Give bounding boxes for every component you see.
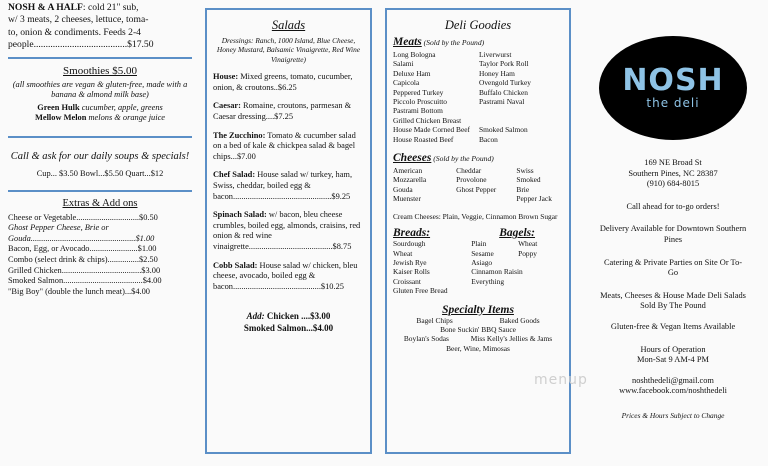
bagel-item: Poppy: [518, 248, 537, 258]
salad-item: [213, 170, 364, 202]
smoothie-name: Green Hulk: [37, 102, 80, 112]
divider: [8, 136, 192, 138]
breads-block: [393, 227, 471, 295]
bread-item: Jewish Rye: [393, 257, 427, 267]
nosh-half-line: : cold 21" sub,: [82, 2, 139, 13]
meat-item: Honey Ham: [479, 68, 515, 78]
nosh-logo: [599, 36, 747, 140]
smoothie-item: [8, 103, 192, 114]
delivery: Delivery Available for Downtown Southern Pines: [599, 224, 747, 244]
call-ahead: Call ahead for to-go orders!: [626, 201, 720, 211]
nosh-half-price: people.......................................$17.50: [8, 39, 154, 51]
salad-desc: w/ bacon, bleu cheese crumbles, boiled egg, almonds, craisins, red onion & red wine vinaigrette........................................$8.75: [213, 210, 361, 251]
soups-block: [8, 150, 192, 180]
add-label: Add:: [246, 311, 265, 322]
cheese-item: Cheddar: [456, 166, 482, 176]
cheese-item: Smoked: [516, 175, 541, 185]
specialty-list: [393, 316, 563, 354]
specialty-item: Boylan's Sodas: [403, 334, 449, 344]
specialty-item: Miss Kelly's Jellies & Jams: [470, 334, 553, 344]
cheeses-list: [393, 166, 563, 204]
facebook-link[interactable]: www.facebook.com/noshthedeli: [619, 386, 727, 396]
meat-item: Pastrami Naval: [479, 97, 525, 107]
cheese-item: Gouda: [393, 184, 413, 194]
cheese-item: American: [393, 166, 423, 176]
extras-item: Grilled Chicken......................................$3.00: [8, 265, 161, 275]
breads-title: Breads:: [393, 227, 431, 240]
salad-desc: Romaine, croutons, parmesan & Caesar dressing....$7.25: [213, 101, 352, 121]
salad-name: Caesar:: [213, 101, 241, 111]
address-line: Southern Pines, NC 28387: [628, 168, 718, 178]
meat-item: Grilled Chicken Breast: [393, 115, 462, 125]
phone: (910) 684-8015: [646, 179, 700, 189]
salad-name: House:: [213, 72, 239, 82]
add-salmon: Smoked Salmon...$4.00: [243, 323, 334, 334]
smoothie-desc: melons & orange juice: [86, 113, 166, 123]
salad-addons: [213, 310, 364, 334]
meat-item: House Roasted Beef: [393, 134, 454, 144]
bagel-item: Asiago: [471, 257, 493, 267]
divider: [8, 190, 192, 192]
extras-item: Gouda..................................................$1.00: [8, 233, 155, 243]
bread-item: Sourdough: [393, 239, 426, 249]
extras-item: Ghost Pepper Cheese, Brie or: [8, 223, 109, 233]
gluten-vegan: Gluten-free & Vegan Items Available: [610, 321, 736, 331]
smoothies-note: (all smoothies are vegan & gluten-free, made with a banana & almond milk base): [12, 79, 188, 100]
extras-item: Smoked Salmon......................................$4.00: [8, 276, 162, 286]
meats-note: (Sold by the Pound): [421, 38, 485, 47]
cream-cheeses: Cream Cheeses: Plain, Veggie, Cinnamon Brown Sugar: [393, 211, 558, 221]
meat-item: Salami: [393, 59, 414, 69]
logo-sub-text: the deli: [646, 96, 700, 110]
bagels-list: [471, 239, 563, 286]
bagel-item: [518, 277, 563, 286]
cheeses-title: Cheeses: [393, 152, 432, 165]
salad-desc: Mixed greens, tomato, cucumber, onion, & croutons..$6.25: [213, 72, 353, 92]
specialty-title: Specialty Items: [442, 303, 514, 316]
breads-bagels: [393, 227, 563, 295]
salad-item: [213, 210, 364, 252]
bagel-item: Cinnamon Raisin: [471, 267, 523, 277]
meats-heading: [393, 36, 563, 48]
salad-desc: House salad w/ chicken, bleu cheese, avocado, boiled egg & bacon..........................................$10.25: [213, 260, 358, 291]
bread-item: Kaiser Rolls: [393, 267, 430, 277]
add-chicken: Chicken ....$3.00: [264, 311, 331, 322]
meat-item: Capicola: [393, 78, 420, 88]
divider: [8, 57, 192, 59]
bagel-item: Wheat: [518, 239, 538, 249]
salad-item: [213, 101, 364, 122]
disclaimer: Prices & Hours Subject to Change: [621, 410, 725, 420]
salads-title: Salads: [271, 18, 306, 32]
left-column: [0, 0, 200, 466]
meat-item: Pastrami Bottom: [393, 106, 443, 116]
meat-item: House Made Corned Beef: [393, 125, 470, 135]
meat-item: Long Bologna: [393, 50, 436, 59]
meat-item: [479, 116, 563, 125]
menupages-watermark: menup: [534, 372, 588, 388]
hours-title: Hours of Operation: [640, 344, 706, 354]
meat-item: Liverwurst: [479, 50, 512, 59]
email[interactable]: noshthedeli@gmail.com: [632, 375, 714, 385]
meats-list: [393, 50, 563, 144]
nosh-half-line: to, onion & condiments. Feeds 2-4: [8, 26, 141, 38]
extras-title: Extras & Add ons: [62, 197, 138, 209]
smoothies-block: [8, 64, 192, 124]
specialty-row: [393, 334, 563, 343]
cheese-item: [456, 194, 514, 203]
bread-item: Gluten Free Bread: [393, 286, 448, 296]
cheese-item: Brie: [516, 184, 530, 194]
soups-prices: Cup... $3.50 Bowl...$5.50 Quart...$12: [36, 169, 164, 178]
cheese-item: Mozzarella: [393, 175, 427, 185]
smoothie-item: [8, 113, 192, 124]
nosh-half-title: NOSH & A HALF: [8, 2, 83, 13]
meat-item: Taylor Pork Roll: [479, 59, 529, 69]
cheeses-note: (Sold by the Pound): [431, 154, 494, 164]
salads-panel: [205, 8, 372, 454]
meats-salads: Meats, Cheeses & House Made Deli Salads Sold By The Pound: [600, 290, 746, 311]
salad-name: Spinach Salad:: [213, 210, 267, 220]
logo-main-text: NOSH: [622, 63, 724, 98]
salad-desc: House salad w/ turkey, ham, Swiss, cheddar, boiled egg & bacon...............................................$9.25: [213, 170, 353, 201]
salad-item: [213, 131, 364, 163]
meat-item: Bacon: [479, 134, 498, 144]
smoothies-title: Smoothies $5.00: [63, 64, 137, 77]
nosh-half-block: [8, 2, 192, 52]
extras-item: Bacon, Egg, or Avocado.......................$1.00: [8, 244, 157, 254]
bagels-title: Bagels:: [499, 227, 535, 240]
meat-item: Smoked Salmon: [479, 125, 528, 135]
smoothie-name: Mellow Melon: [34, 113, 87, 123]
specialty-item: Bagel Chips: [416, 315, 453, 325]
extras-block: [8, 197, 192, 298]
cheese-item: Swiss: [516, 166, 534, 176]
specialty-row: [393, 316, 563, 325]
hours: Mon-Sat 9 AM-4 PM: [637, 355, 709, 365]
cheese-item: Provolone: [456, 175, 487, 185]
meat-item: Piccolo Proscuitto: [393, 97, 447, 107]
salad-name: Chef Salad:: [213, 170, 256, 180]
catering: Catering & Private Parties on Site Or To-Go: [603, 257, 743, 278]
bagel-item: Sesame: [471, 248, 494, 258]
specialty-item: Bone Suckin' BBQ Sauce: [440, 324, 516, 334]
meat-item: Ovengold Turkey: [479, 78, 531, 88]
extras-item: Combo (select drink & chips)...............$2.50: [8, 254, 158, 264]
bagel-item: [518, 258, 563, 267]
meat-item: Buffalo Chicken: [479, 87, 528, 97]
bagel-item: Plain: [471, 239, 487, 249]
salad-item: [213, 72, 364, 93]
bagels-block: [471, 227, 563, 295]
nosh-half-line: w/ 3 meats, 2 cheeses, lettuce, toma-: [8, 14, 149, 26]
bagel-item: Everything: [471, 276, 505, 286]
soups-title: Call & ask for our daily soups & specials!: [10, 151, 190, 162]
salads-dressings: Dressings: Ranch, 1000 Island, Blue Cheese, Honey Mustard, Balsamic Vinaigrette, Red Wine Vinaigrette): [216, 36, 361, 64]
cheese-item: Muenster: [393, 194, 421, 204]
meat-item: [479, 106, 563, 115]
salad-desc: Tomato & cucumber salad on a bed of kale & chickpea salad & bagel chips...$7.00: [213, 130, 356, 161]
extras-item: "Big Boy" (double the lunch meat)...$4.00: [8, 286, 150, 296]
bread-item: Croissant: [393, 276, 421, 286]
salad-name: The Zucchino:: [213, 130, 266, 140]
extras-item: Cheese or Vegetable..............................$0.50: [8, 212, 158, 222]
salad-item: [213, 261, 364, 293]
meat-item: Peppered Turkey: [393, 87, 444, 97]
address-line: 169 NE Broad St: [644, 158, 702, 167]
salad-name: Cobb Salad:: [213, 260, 258, 270]
specialty-item: Beer, Wine, Mimosas: [446, 343, 510, 353]
info-column: [578, 0, 768, 466]
bread-item: Wheat: [393, 248, 413, 258]
specialty-item: Baked Goods: [499, 315, 540, 325]
deli-title: Deli Goodies: [444, 18, 512, 32]
meat-item: Deluxe Ham: [393, 68, 431, 78]
cheese-item: Ghost Pepper: [456, 184, 497, 194]
address-block: [582, 158, 764, 190]
meats-title: Meats: [393, 36, 422, 48]
cheese-item: Pepper Jack: [516, 194, 552, 204]
cheeses-heading: [393, 152, 563, 164]
smoothie-desc: cucumber, apple, greens: [79, 102, 163, 112]
